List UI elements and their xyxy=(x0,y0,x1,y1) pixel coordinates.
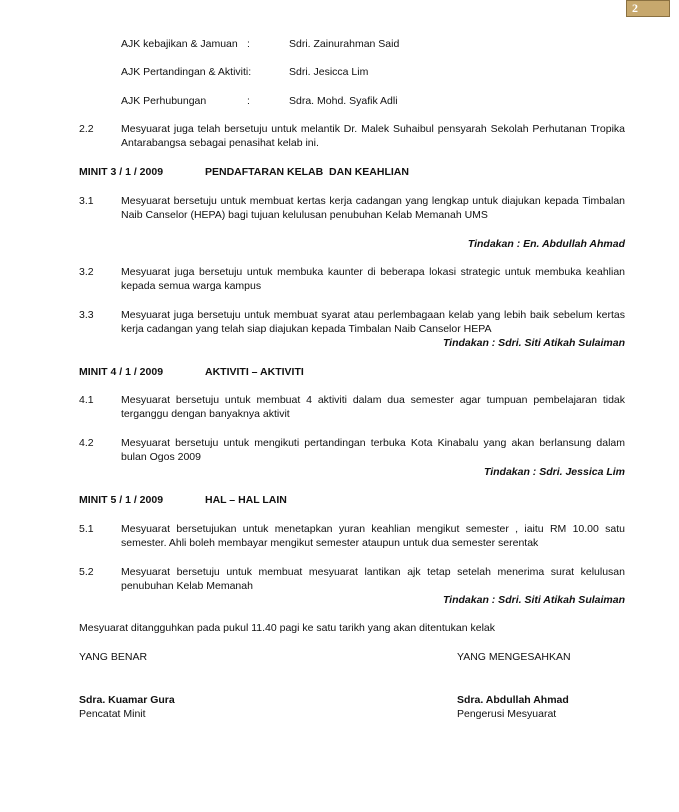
item-text: Mesyuarat bersetuju untuk membuat 4 aktiviti dalam dua semester agar tumpuan pembelajaran tidak terganggu dengan banyaknya aktivit xyxy=(121,394,625,420)
action-assignee: Tindakan : En. Abdullah Ahmad xyxy=(467,238,625,250)
committee-role: AJK Pertandingan & Aktiviti: xyxy=(121,66,252,78)
committee-colon: : xyxy=(247,95,250,107)
item-number: 3.2 xyxy=(79,266,94,278)
item-number: 3.3 xyxy=(79,309,94,321)
minit-heading: MINIT 5 / 1 / 2009 xyxy=(79,494,164,506)
minit-heading: MINIT 4 / 1 / 2009 xyxy=(79,366,164,378)
action-assignee: Tindakan : Sdri. Siti Atikah Sulaiman xyxy=(442,594,625,606)
committee-role: AJK kebajikan & Jamuan xyxy=(121,38,238,50)
signature-label-right: YANG MENGESAHKAN xyxy=(457,651,571,663)
item-number: 2.2 xyxy=(79,123,94,135)
committee-name: Sdra. Mohd. Syafik Adli xyxy=(289,95,398,107)
item-text: Mesyuarat juga telah bersetuju untuk melantik Dr. Malek Suhaibul pensyarah Sekolah Perhutanan Tropika Antarabangsa sebagai penasihat kelab ini. xyxy=(121,123,625,149)
committee-name: Sdri. Jesicca Lim xyxy=(289,66,369,78)
committee-colon: : xyxy=(247,38,250,50)
signatory-name-left: Sdra. Kuamar Gura xyxy=(79,694,175,706)
item-number: 5.1 xyxy=(79,523,94,535)
action-assignee: Tindakan : Sdri. Siti Atikah Sulaiman xyxy=(442,337,625,349)
signatory-title-right: Pengerusi Mesyuarat xyxy=(457,708,557,720)
signature-label-left: YANG BENAR xyxy=(79,651,148,663)
action-assignee: Tindakan : Sdri. Jessica Lim xyxy=(483,466,625,478)
committee-name: Sdri. Zainurahman Said xyxy=(289,38,400,50)
item-number: 5.2 xyxy=(79,566,94,578)
item-number: 4.1 xyxy=(79,394,94,406)
item-text: Mesyuarat bersetujukan untuk menetapkan yuran keahlian mengikut semester , iaitu RM 10.00 satu semester. Ahli boleh membayar mengikut semester ataupun untuk dua semester serentak xyxy=(121,523,625,549)
item-text: Mesyuarat juga bersetuju untuk membuka kaunter di beberapa lokasi strategic untuk membuka keahlian kepada semua warga kampus xyxy=(121,266,625,292)
committee-role: AJK Perhubungan xyxy=(121,95,207,107)
signatory-name-right: Sdra. Abdullah Ahmad xyxy=(457,694,569,706)
item-text: Mesyuarat bersetuju untuk mengikuti pertandingan terbuka Kota Kinabalu yang akan berlansung dalam bulan Ogos 2009 xyxy=(121,437,625,463)
item-number: 3.1 xyxy=(79,195,94,207)
minit-heading: MINIT 3 / 1 / 2009 xyxy=(79,166,164,178)
page-number-badge: 2 xyxy=(626,0,670,17)
minit-title: AKTIVITI – AKTIVITI xyxy=(205,366,304,378)
item-number: 4.2 xyxy=(79,437,94,449)
signatory-title-left: Pencatat Minit xyxy=(79,708,146,720)
item-text: Mesyuarat bersetuju untuk membuat kertas kerja cadangan yang lengkap untuk diajukan kepada Timbalan Naib Canselor (HEPA) bagi tujuan kelulusan penubuhan Kelab Memanah UMS xyxy=(121,195,625,221)
minit-title: HAL – HAL LAIN xyxy=(205,494,287,506)
minit-title: PENDAFTARAN KELAB DAN KEAHLIAN xyxy=(205,166,409,178)
item-text: Mesyuarat juga bersetuju untuk membuat syarat atau perlembagaan kelab yang lebih baik sebelum kertas kerja cadangan yang telah siap diajukan kepada Timbalan Naib Canselor HEPA xyxy=(121,309,625,335)
item-text: Mesyuarat bersetuju untuk membuat mesyuarat lantikan ajk tetap setelah menerima surat kelulusan penubuhan Kelab Memanah xyxy=(121,566,625,592)
closing-statement: Mesyuarat ditangguhkan pada pukul 11.40 pagi ke satu tarikh yang akan ditentukan kelak xyxy=(79,622,496,634)
